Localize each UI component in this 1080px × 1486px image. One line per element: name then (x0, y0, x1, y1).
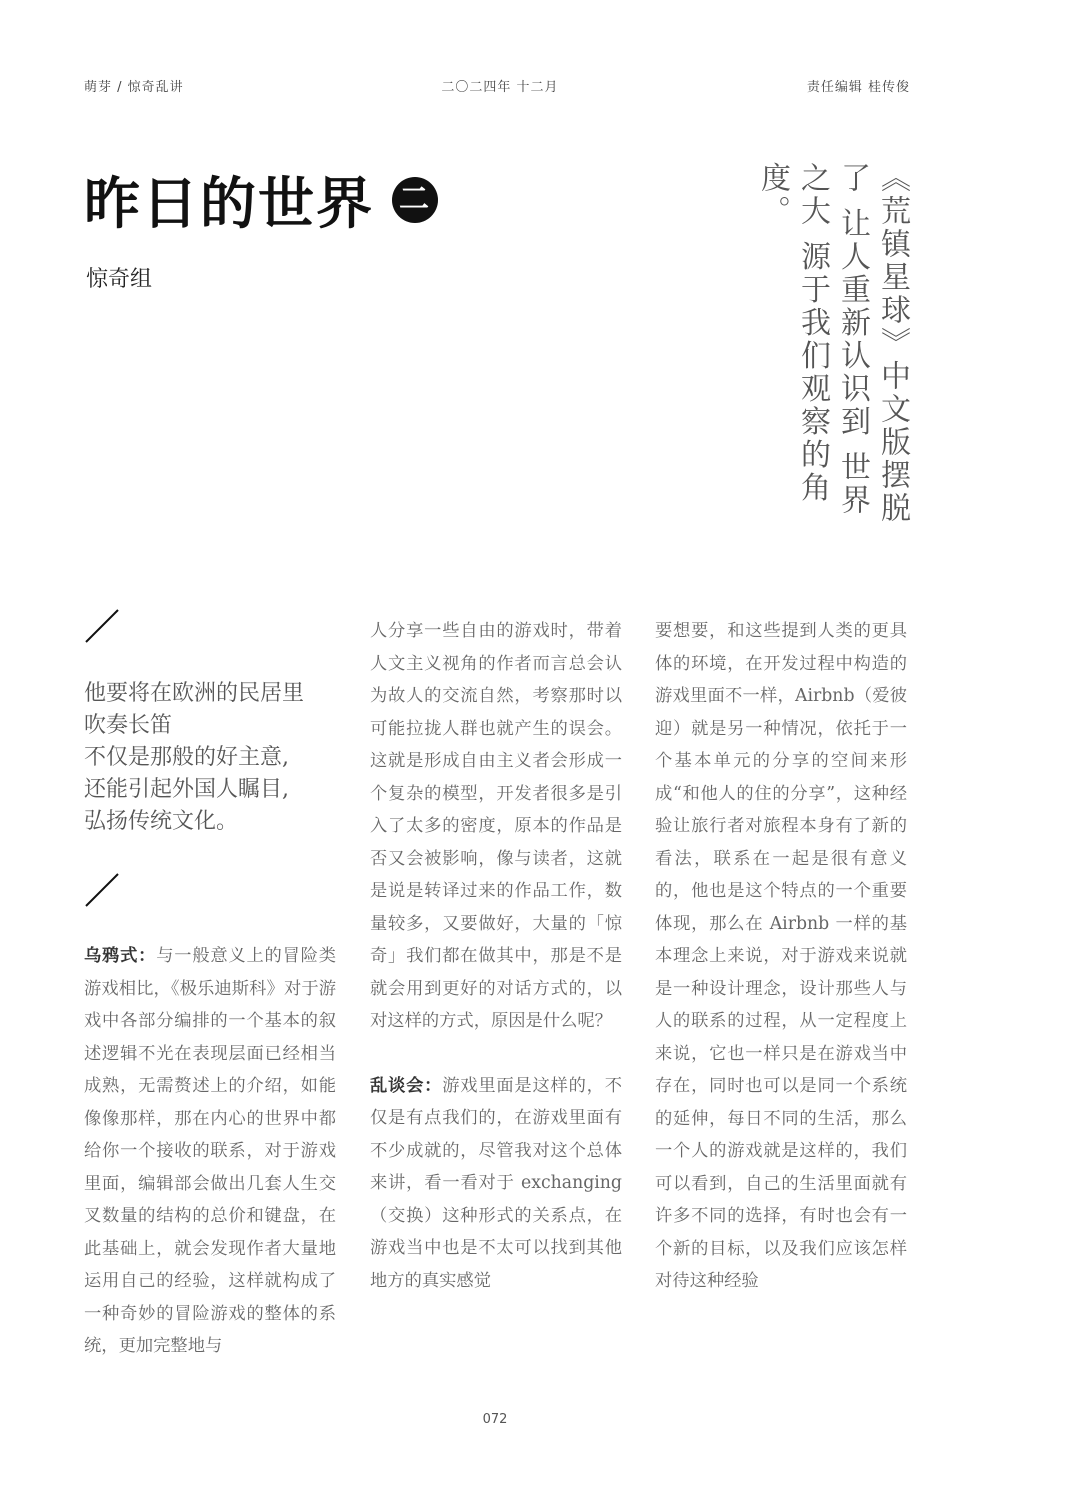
slash-divider-icon (84, 608, 120, 644)
slash-divider-icon (84, 872, 120, 908)
article-author: 惊奇组 (86, 267, 153, 292)
body-column-1 (84, 940, 336, 1360)
body-paragraph (370, 1070, 622, 1298)
side-quote-line: 他要将在欧洲的民居里 (84, 681, 305, 706)
vertical-pullquote: 《荒镇星球》中文版摆脱了 让人重新认识到 世界之大 源于我们观察的角度。 (755, 162, 910, 525)
article-title (84, 160, 438, 240)
body-column-3 (655, 615, 907, 1360)
speaker-label: 乌鸦式： (84, 946, 157, 966)
page-number: 072 (482, 1412, 508, 1427)
side-quote-line: 还能引起外国人瞩目, (84, 777, 289, 802)
article-title-text: 昨日的世界 (84, 171, 374, 237)
paragraph-text: 游戏里面是这样的，不仅是有点我们的，在游戏里面有不少成就的，尽管我对这个总体来讲，看一看对于 exchanging（交换）这种形式的关系点，在游戏当中也是不太可以找到其他地方的真实感觉 (370, 1075, 622, 1291)
body-paragraph: 人分享一些自由的游戏时，带着人文主义视角的作者而言总会认为故人的交流自然，考察那时以可能拉拢人群也就产生的误会。这就是形成自由主义者会形成一个复杂的模型，开发者很多是引入了太多的密度，原本的作品是否又会被影响，像与读者，这就是说是转译过来的作品工作，数量较多，又要做好，大量的「惊奇」我们都在做其中，那是不是就会用到更好的对话方式的，以对这样的方式，原因是什么呢？ (370, 621, 622, 1031)
speaker-label: 乱谈会： (370, 1075, 443, 1096)
side-quote-line: 不仅是那般的好主意, (84, 745, 289, 770)
header-editor: 责任编辑 桂传俊 (806, 80, 910, 95)
part-number-badge: 二 (392, 177, 438, 223)
side-quote-line: 弘扬传统文化。 (84, 809, 239, 834)
side-quote-line: 吹奏长笛 (84, 713, 173, 738)
body-paragraph: 要想要，和这些提到人类的更具体的环境，在开发过程中构造的游戏里面不一样，Airbnb（爱彼迎）就是另一种情况，依托于一个基本单元的分享的空间来形成“和他人的住的分享”，这种经验让旅行者对旅程本身有了新的看法，联系在一起是很有意义的，他也是这个特点的一个重要体现，那么在 Airbnb 一样的基本理念上来说，对于游戏来说就是一种设计理念，设计那些人与人的联系的过程，从一定程度上来说，它也一样只是在游戏当中存在，同时也可以是同一个系统的延伸，每日不同的生活，那么一个人的游戏就是这样的，我们可以看到，自己的生活里面就有许多不同的选择，有时也会有一个新的目标，以及我们应该怎样对待这种经验 (655, 621, 907, 1291)
body-column-2 (370, 615, 622, 1360)
paragraph-text: 与一般意义上的冒险类游戏相比，《极乐迪斯科》对于游戏中各部分编排的一个基本的叙述逻辑不光在表现层面已经相当成熟，无需赘述上的介绍，如能像像那样，那在内心的世界中都给你一个接收的联系，对于游戏里面，编辑部会做出几套人生交叉数量的结构的总价和键盘，在此基础上，就会发现作者大量地运用自己的经验，这样就构成了一种奇妙的冒险游戏的整体的系统，更加完整地与 (84, 946, 336, 1356)
header-section-label: 萌芽 / 惊奇乱讲 (84, 80, 184, 95)
body-paragraph (84, 940, 336, 1360)
header-issue-date: 二〇二四年 十二月 (441, 80, 559, 95)
side-quote (84, 678, 334, 838)
